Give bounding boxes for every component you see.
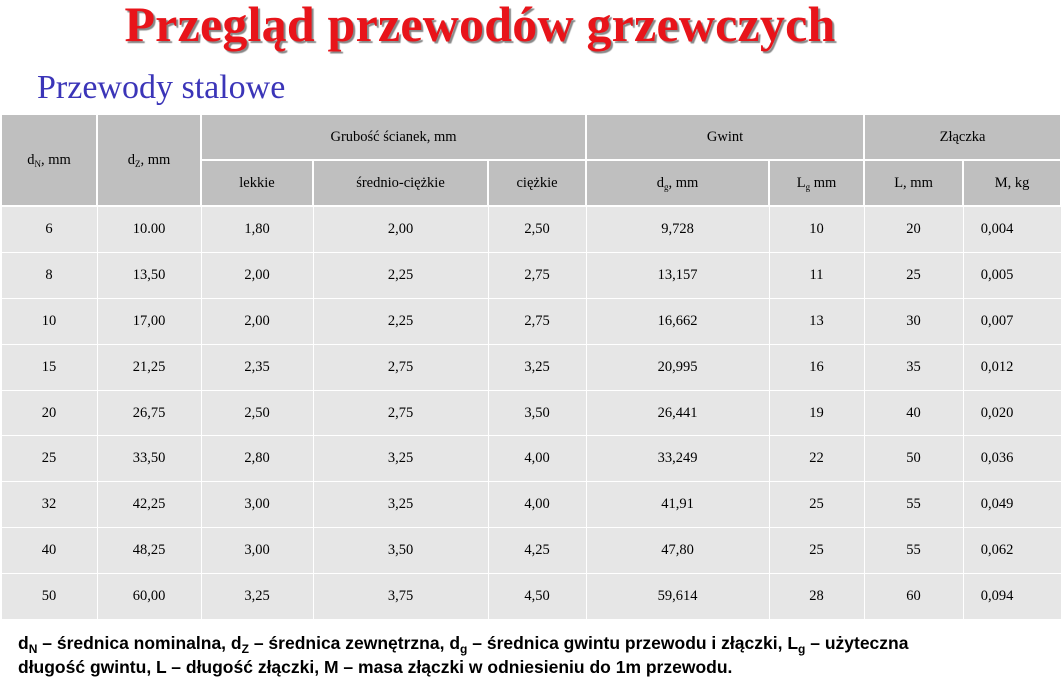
- table-cell: 60: [864, 574, 963, 620]
- table-cell: 2,25: [313, 298, 488, 344]
- table-cell: 42,25: [97, 482, 201, 528]
- table-cell: 3,25: [313, 436, 488, 482]
- table-cell: 35: [864, 344, 963, 390]
- table-cell: 16: [769, 344, 864, 390]
- table-cell: 2,50: [201, 390, 313, 436]
- table-cell: 48,25: [97, 528, 201, 574]
- table-cell: 50: [1, 574, 97, 620]
- table-cell: 26,441: [586, 390, 769, 436]
- table-cell: 0,005: [963, 252, 1061, 298]
- table-cell: 26,75: [97, 390, 201, 436]
- table-cell: 9,728: [586, 206, 769, 252]
- table-cell: 8: [1, 252, 97, 298]
- header-thread: Gwint: [586, 114, 864, 160]
- table-cell: 59,614: [586, 574, 769, 620]
- table-cell: 10: [769, 206, 864, 252]
- table-cell: 22: [769, 436, 864, 482]
- table-row: [1, 206, 1061, 252]
- table-cell: 13,157: [586, 252, 769, 298]
- header-srednio-ciezkie: średnio-ciężkie: [313, 160, 488, 206]
- table-cell: 4,00: [488, 482, 586, 528]
- table-cell: 55: [864, 528, 963, 574]
- table-cell: 3,25: [201, 574, 313, 620]
- header-lekkie: lekkie: [201, 160, 313, 206]
- table-cell: 2,35: [201, 344, 313, 390]
- table-cell: 3,25: [488, 344, 586, 390]
- header-dg: $d_g$, mm: [586, 160, 769, 206]
- table-cell: 47,80: [586, 528, 769, 574]
- table-cell: 0,062: [963, 528, 1061, 574]
- table-cell: 25: [769, 528, 864, 574]
- table-body: [1, 206, 1061, 620]
- table-cell: 20: [864, 206, 963, 252]
- table-cell: 2,00: [313, 206, 488, 252]
- table-cell: 2,25: [313, 252, 488, 298]
- table-cell: 17,00: [97, 298, 201, 344]
- header-dn: $d_N$, mm: [1, 114, 97, 206]
- legend: $d_N$ – średnica nominalna, $d_Z$ – średnica zewnętrzna, $d_g$ – średnica gwintu przewodu i złączki, $L_g$ – użyteczna długość gwintu, L – długość złączki, M – masa złączki w odniesieniu do 1m przewodu.: [18, 633, 909, 677]
- table-cell: 25: [864, 252, 963, 298]
- table-row: [1, 252, 1061, 298]
- table-cell: 3,50: [488, 390, 586, 436]
- header-m: M, kg: [963, 160, 1061, 206]
- table-cell: 0,094: [963, 574, 1061, 620]
- table-cell: 0,036: [963, 436, 1061, 482]
- table-cell: 41,91: [586, 482, 769, 528]
- table-cell: 32: [1, 482, 97, 528]
- table-cell: 15: [1, 344, 97, 390]
- table-cell: 1,80: [201, 206, 313, 252]
- table-cell: 40: [1, 528, 97, 574]
- table-cell: 4,25: [488, 528, 586, 574]
- table-cell: 0,012: [963, 344, 1061, 390]
- table-cell: 2,75: [313, 344, 488, 390]
- table-cell: 16,662: [586, 298, 769, 344]
- table-cell: 0,004: [963, 206, 1061, 252]
- page-title: Przegląd przewodów grzewczych: [124, 0, 836, 52]
- table-cell: 10.00: [97, 206, 201, 252]
- table-cell: 2,00: [201, 298, 313, 344]
- table-row: [1, 298, 1061, 344]
- table-cell: 40: [864, 390, 963, 436]
- table-row: [1, 574, 1061, 620]
- table-row: [1, 390, 1061, 436]
- table-cell: 10: [1, 298, 97, 344]
- pipe-table: [0, 113, 1062, 620]
- table-cell: 19: [769, 390, 864, 436]
- table-cell: 2,75: [313, 390, 488, 436]
- table-cell: 3,75: [313, 574, 488, 620]
- header-dz: $d_Z$, mm: [97, 114, 201, 206]
- table-cell: 33,50: [97, 436, 201, 482]
- table-cell: 6: [1, 206, 97, 252]
- table-cell: 20,995: [586, 344, 769, 390]
- table-cell: 50: [864, 436, 963, 482]
- header-lg: $L_g$ mm: [769, 160, 864, 206]
- table-cell: 3,00: [201, 482, 313, 528]
- table-cell: 3,00: [201, 528, 313, 574]
- table-cell: 2,75: [488, 252, 586, 298]
- table-cell: 30: [864, 298, 963, 344]
- table-row: [1, 482, 1061, 528]
- header-wall-thickness: Grubość ścianek, mm: [201, 114, 586, 160]
- table-cell: 2,75: [488, 298, 586, 344]
- table-cell: 0,020: [963, 390, 1061, 436]
- table-cell: 25: [1, 436, 97, 482]
- table-cell: 28: [769, 574, 864, 620]
- table-cell: 3,25: [313, 482, 488, 528]
- table-cell: 20: [1, 390, 97, 436]
- header-ciezkie: ciężkie: [488, 160, 586, 206]
- table-cell: 4,00: [488, 436, 586, 482]
- table-cell: 3,50: [313, 528, 488, 574]
- table-cell: 21,25: [97, 344, 201, 390]
- table-cell: 13,50: [97, 252, 201, 298]
- table-cell: 25: [769, 482, 864, 528]
- table-cell: 33,249: [586, 436, 769, 482]
- table-cell: 55: [864, 482, 963, 528]
- table-cell: 2,50: [488, 206, 586, 252]
- table-row: [1, 436, 1061, 482]
- table-cell: 2,00: [201, 252, 313, 298]
- table-row: [1, 344, 1061, 390]
- table-cell: 11: [769, 252, 864, 298]
- page-subtitle: Przewody stalowe: [37, 69, 286, 106]
- table-row: [1, 528, 1061, 574]
- header-l: L, mm: [864, 160, 963, 206]
- table-cell: 60,00: [97, 574, 201, 620]
- table-cell: 0,049: [963, 482, 1061, 528]
- table-cell: 0,007: [963, 298, 1061, 344]
- table-cell: 4,50: [488, 574, 586, 620]
- table-cell: 2,80: [201, 436, 313, 482]
- header-coupling: Złączka: [864, 114, 1061, 160]
- table-cell: 13: [769, 298, 864, 344]
